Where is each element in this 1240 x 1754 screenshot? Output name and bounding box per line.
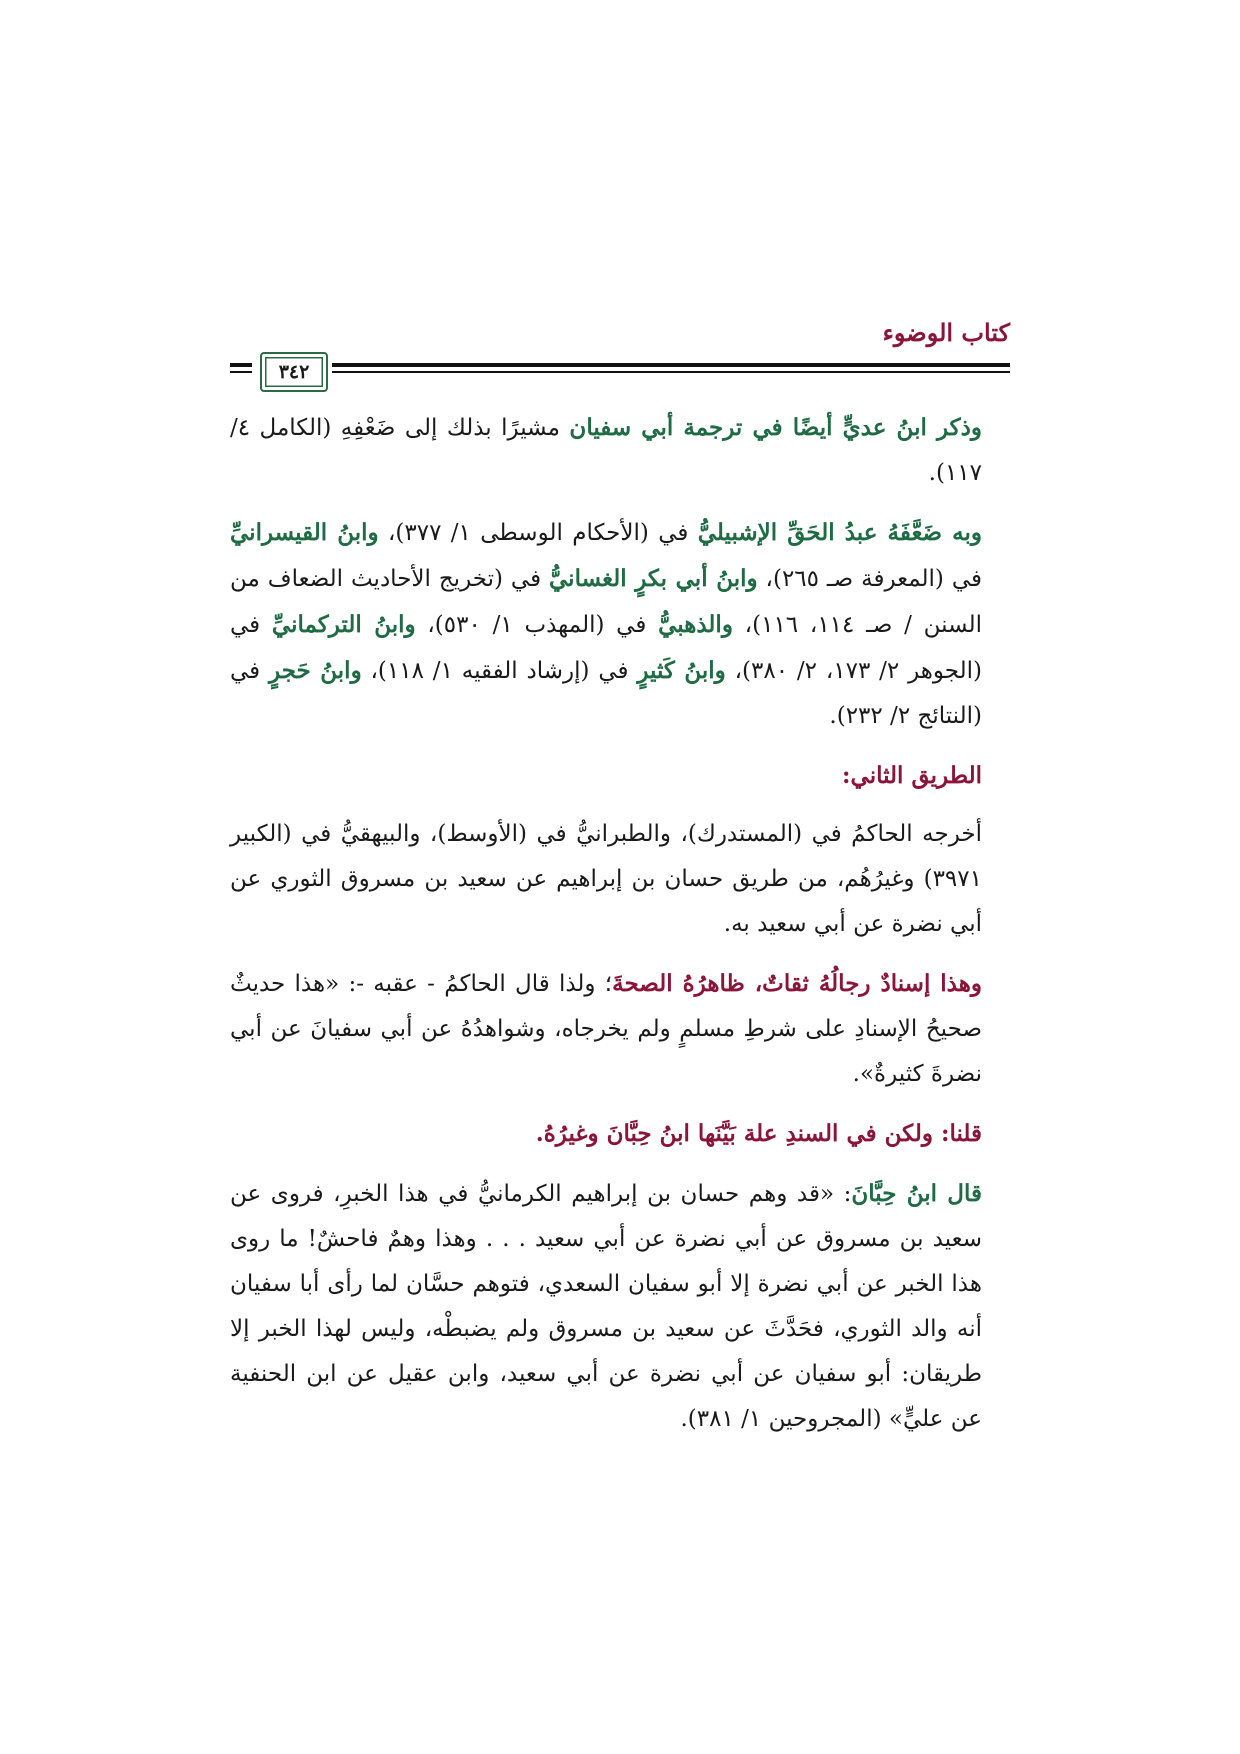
text: أخرجه الحاكمُ في (المستدرك)، والطبرانيُّ في (الأوسط)، والبيهقيُّ في (الكبير ٣٩٧١) وغيرُهُم، من طريق حسان بن إبراهيم عن سعيد بن مسروق الثوري عن أبي نضرة عن أبي سعيد به. [230,821,982,937]
paragraph-4 [230,961,1010,1097]
paragraph-1 [230,405,1010,496]
header-rule-thick [230,363,1010,367]
emphasis: والذهبيُّ [658,611,733,638]
paragraph-6 [230,1171,1010,1442]
text: في (إرشاد الفقيه ١/ ١١٨)، [361,658,638,684]
emphasis: وابنُ أبي بكرٍ الغسانيُّ [549,565,758,592]
text: في (تخريج الأحاديث الضعاف من السنن / صـ ١١٤، ١١٦)، [230,566,983,638]
emphasis: وابنُ التركمانيِّ [271,611,416,638]
text: في (المهذب ١/ ٥٣٠)، [415,612,659,638]
text: في (المعرفة صـ ٢٦٥)، [757,566,982,592]
emphasis: وهذا إسنادٌ رجالُهُ ثقاتٌ، ظاهرُهُ الصحةَ [612,970,982,997]
emphasis: قلنا: ولكن في السندِ علة بَيَّنَها ابنُ حِبَّانَ وغيرُهُ. [535,1120,982,1147]
emphasis: وابنُ القيسرانيِّ [230,519,379,546]
text: ؛ ولذا قال الحاكمُ - عقبه -: «هذا حديثٌ صحيحُ الإسنادِ على شرطِ مسلمٍ ولم يخرجاه، وشواهدُهُ عن أبي سفيانَ عن أبي نضرةَ كثيرةٌ». [230,971,982,1087]
emphasis: وذكر ابنُ عديٍّ أيضًا في ترجمة أبي سفيان [569,414,982,441]
page-number-badge [260,352,328,392]
emphasis: قال ابنُ حِبَّانَ [851,1180,982,1207]
text: في (الجوهر ٢/ ١٧٣، ٢/ ٣٨٠)، [230,612,983,684]
text: في (النتائج ٢/ ٢٣٢). [230,658,982,729]
emphasis: وابنُ كَثيرٍ [637,657,726,684]
emphasis: وبه ضَعَّفَهُ عبدُ الحَقِّ الإشبيليُّ [697,519,982,546]
text: : «قد وهم حسان بن إبراهيم الكرمانيُّ في هذا الخبرِ، فروى عن سعيد بن مسروق عن أبي نضرة عن أبي سعيد . . . وهذا وهمٌ فاحشٌ! ما روى هذا الخبر عن أبي نضرة إلا أبو سفيان السعدي، فتوهم حسَّان لما رأى أبا سفيان أنه والد الثوري، فحَدَّثَ عن سعيد بن مسروق ولم يضبطْه، وليس لهذا الخبر إلا طريقان: أبو سفيان عن أبي نضرة عن أبي سعيد، وابن عقيل عن ابن الحنفية عن عليٍّ» (المجروحين ١/ ٣٨١). [230,1181,982,1432]
paragraph-5 [230,1111,1010,1157]
paragraph-2 [230,510,1010,739]
page-number: ٣٤٢ [278,361,310,383]
page-header [230,318,1010,388]
emphasis: وابنُ حَجرٍ [269,657,362,684]
book-title: كتاب الوضوء [882,318,1010,347]
text: مشيرًا بذلك إلى ضَعْفِهِ (الكامل ٤/ ١١٧). [230,415,982,486]
section-heading: الطريق الثاني: [842,762,982,789]
paragraph-3 [230,812,1010,947]
text: في (الأحكام الوسطى ١/ ٣٧٧)، [378,520,698,546]
header-rule-thin [230,371,1010,373]
page-body [230,405,1010,1442]
